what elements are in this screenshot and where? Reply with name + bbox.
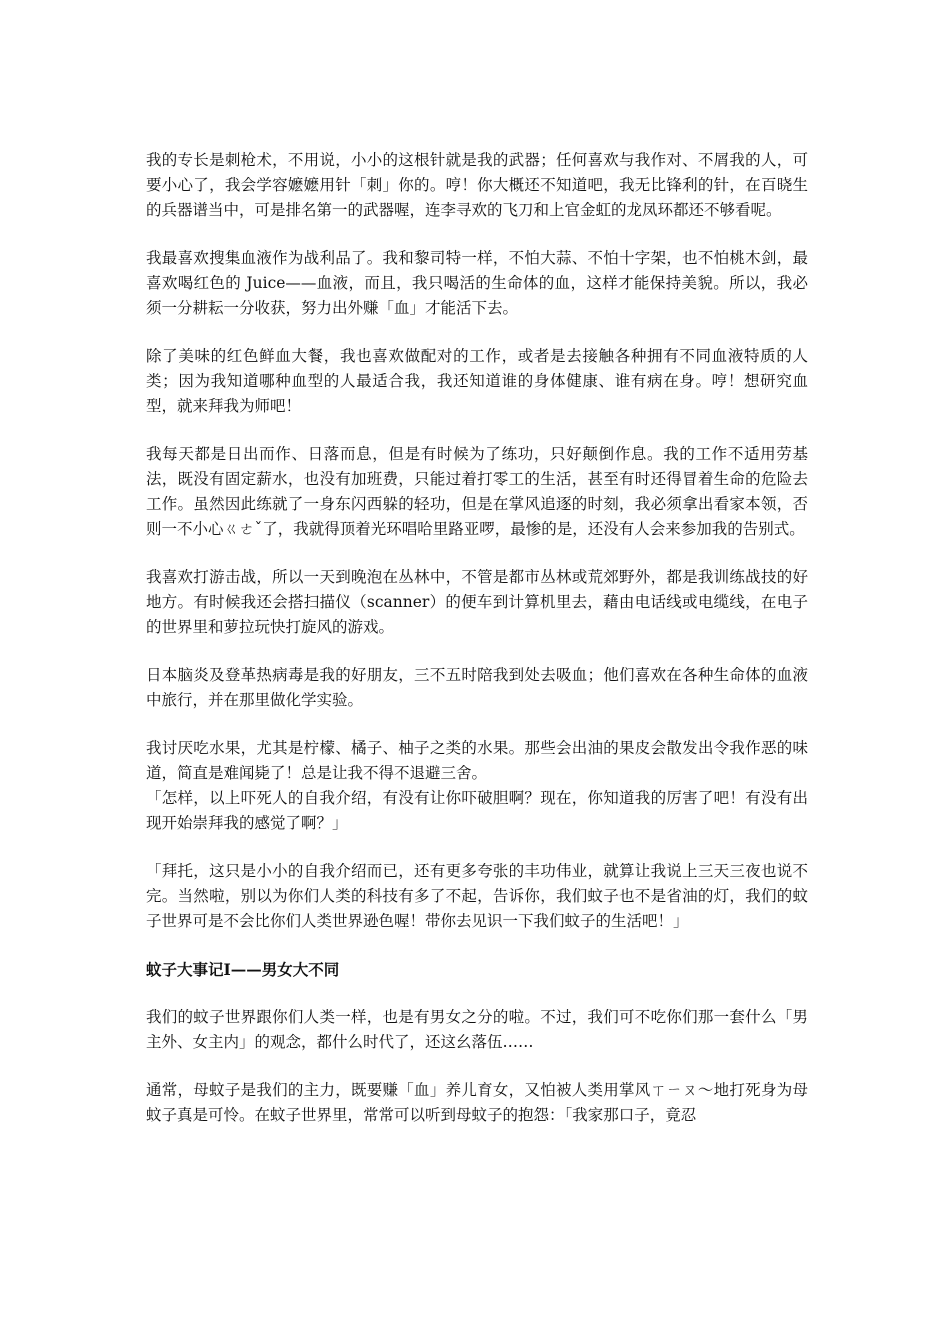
document-page <box>146 148 808 1128</box>
paragraph-blood-types: 除了美味的红色鲜血大餐，我也喜欢做配对的工作，或者是去接触各种拥有不同血液特质的人类；因为我知道哪种血型的人最适合我，我还知道谁的身体健康、谁有病在身。哼！想研究血型，就来拜我为师吧！ <box>146 347 808 415</box>
paragraph-viruses: 日本脑炎及登革热病毒是我的好朋友，三不五时陪我到处去吸血；他们喜欢在各种生命体的血液中旅行，并在那里做化学实验。 <box>146 666 808 709</box>
section-heading: 蚊子大事记Ⅰ——男女大不同 <box>146 960 340 979</box>
paragraph-gender: 我们的蚊子世界跟你们人类一样，也是有男女之分的啦。不过，我们可不吃你们那一套什么「男主外、女主内」的观念，都什么时代了，还这幺落伍…… <box>146 1008 808 1051</box>
paragraph-work-schedule: 我每天都是日出而作、日落而息，但是有时候为了练功，只好颠倒作息。我的工作不适用劳基法，既没有固定薪水，也没有加班费，只能过着打零工的生活，甚至有时还得冒着生命的危险去工作。虽然因此练就了一身东闪西躲的轻功，但是在掌风追逐的时刻，我必须拿出看家本领，否则一不小心ㄍㄜˇ了，我就得顶着光环唱哈里路亚啰，最惨的是，还没有人会来参加我的告别式。 <box>146 445 808 538</box>
paragraph-quote-intro: 「怎样，以上吓死人的自我介绍，有没有让你吓破胆啊？现在，你知道我的厉害了吧！有没有出现开始崇拜我的感觉了啊？」 <box>146 789 808 832</box>
paragraph-weapon: 我的专长是刺枪术，不用说，小小的这根针就是我的武器；任何喜欢与我作对、不屑我的人，可要小心了，我会学容嬷嬷用针「刺」你的。哼！你大概还不知道吧，我无比锋利的针，在百晓生的兵器谱当中，可是排名第一的武器喔，连李寻欢的飞刀和上官金虹的龙凤环都还不够看呢。 <box>146 151 808 219</box>
paragraph-female-mosquito: 通常，母蚊子是我们的主力，既要赚「血」养儿育女，又怕被人类用掌风ㄒㄧㄡ～地打死身为母蚊子真是可怜。在蚊子世界里，常常可以听到母蚊子的抱怨：「我家那口子，竟忍 <box>146 1081 808 1124</box>
paragraph-quote-world: 「拜托，这只是小小的自我介绍而已，还有更多夸张的丰功伟业，就算让我说上三天三夜也说不完。当然啦，别以为你们人类的科技有多了不起，告诉你，我们蚊子也不是省油的灯，我们的蚊子世界可是不会比你们人类世界逊色喔！带你去见识一下我们蚊子的生活吧！」 <box>146 862 808 930</box>
paragraph-blood-collection: 我最喜欢搜集血液作为战利品了。我和黎司特一样，不怕大蒜、不怕十字架，也不怕桃木剑，最喜欢喝红色的 Juice——血液，而且，我只喝活的生命体的血，这样才能保持美貌。所以，我必须一分耕耘一分收获，努力出外赚「血」才能活下去。 <box>146 249 808 317</box>
paragraph-fruit: 我讨厌吃水果，尤其是柠檬、橘子、柚子之类的水果。那些会出油的果皮会散发出令我作恶的味道，简直是难闻毙了！总是让我不得不退避三舍。 <box>146 739 808 782</box>
paragraph-guerrilla: 我喜欢打游击战，所以一天到晚泡在丛林中，不管是都市丛林或荒郊野外，都是我训练战技的好地方。有时候我还会搭扫描仪（scanner）的便车到计算机里去，藉由电话线或电缆线，在电子的世界里和萝拉玩快打旋风的游戏。 <box>146 568 808 636</box>
